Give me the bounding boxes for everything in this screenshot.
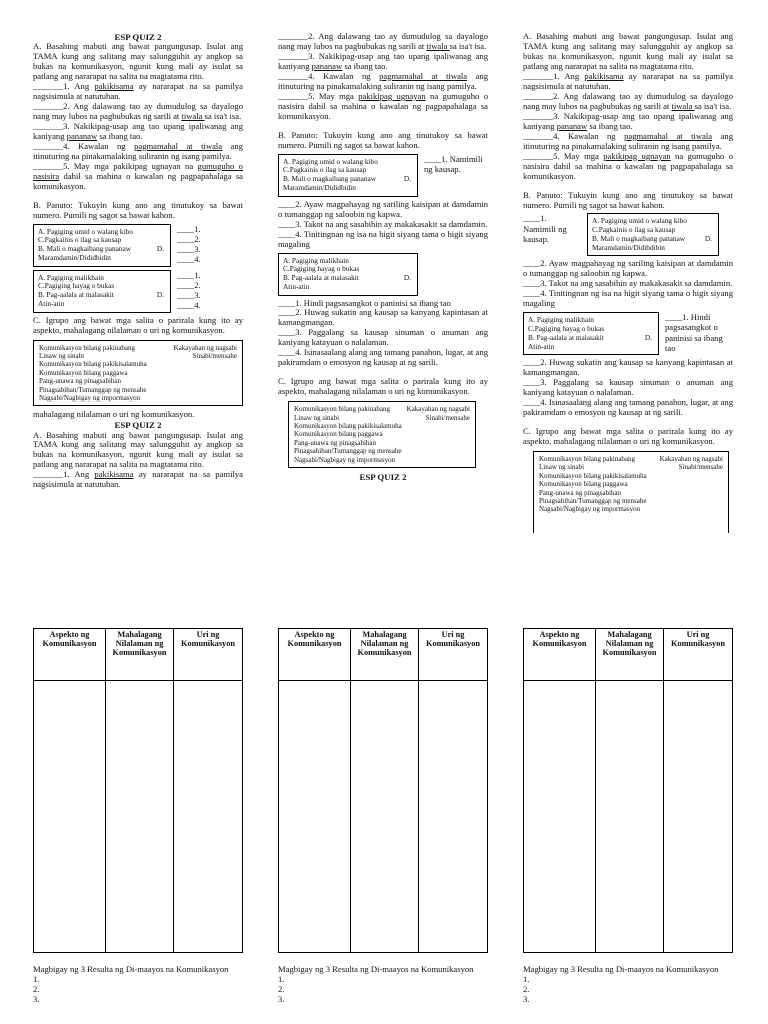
part-b-item-7-col3: ____3. Paggalang sa kausap sinuman o anuman ang kaniyang katayuan o nalalaman. bbox=[523, 377, 733, 398]
part-a-instruction-col3: A. Basahing mabuti ang bawat pangungusap. Isulat ang TAMA kung ang salitang may salungguhit ay angkop sa bukas na komunikasyon, ngunit kung mali ay isulat sa patlang ang nararapat na salita na magtatama rito. bbox=[523, 31, 733, 71]
part-a-item-1-repeat: _______1. Ang pakikisama ay nararapat na sa pamilya nagsisimula at natutuhan. bbox=[33, 469, 243, 490]
part-c-instruction-col3: C. Igrupo ang bawat mga salita o parirala kung ito ay aspekto, mahalagang nilalaman o uri ng komunikasyon. bbox=[523, 426, 733, 447]
part-a-instruction-repeat: A. Basahing mabuti ang bawat pangungusap. Isulat ang TAMA kung ang salitang may salungguhit ay angkop sa bukas na komunikasyon, ngunit kung mali ay isulat sa patlang ang nararapat na salita na magtatama rito. bbox=[33, 429, 243, 470]
part-b-instruction-col3: B. Panuto: Tukuyin kung ano ang tinutukoy sa bawat numero. Pumili ng sagot sa bawat kahon. bbox=[523, 189, 733, 210]
answer-cell-nilalaman[interactable] bbox=[106, 681, 174, 953]
part-a-item-2-col2: _______2. Ang dalawang tao ay dumudulog sa dayalogo nang may lubos na pagbubukas ng sarili at tiwala sa isa't isa. bbox=[278, 31, 488, 51]
part-b-item-3-col2: ____3. Takot na ang sasabihin ay makakasakit sa damdamin. bbox=[278, 218, 488, 229]
answer-cell-uri[interactable] bbox=[419, 681, 488, 953]
answer-table-1 bbox=[33, 628, 243, 953]
quiz-column-3 bbox=[523, 32, 733, 537]
header-aspekto: Aspekto ng Komunikasyon bbox=[524, 629, 596, 681]
answer-cell-aspekto[interactable] bbox=[524, 681, 596, 953]
result-line-3[interactable]: 3. bbox=[278, 994, 285, 1005]
part-b-item-3-col3: ____3. Takot na ang sasabihin ay makakasakit sa damdamin. bbox=[523, 278, 733, 289]
results-section-1 bbox=[33, 964, 263, 1005]
part-b-item-6-col2: ____2. Huwag sukatin ang kausap sa kanyang kapintasan at kamangmangan. bbox=[278, 307, 488, 328]
part-b-item-4-col2: ____4. Tinitingnan ng isa na higit siyang tama o higit siyang magaling bbox=[278, 228, 488, 249]
part-b-items-start-col2: ____1. Namimili ng kausap. bbox=[424, 153, 483, 174]
part-b-instruction-col2: B. Panuto: Tukuyin kung ano ang tinutukoy sa bawat numero. Pumili ng sagot sa bawat kahon. bbox=[278, 129, 488, 150]
header-uri: Uri ng Komunikasyon bbox=[419, 629, 488, 681]
answer-cell-uri[interactable] bbox=[664, 681, 733, 953]
blanks-list-1: ____1. ____2. ____3. ____4. bbox=[177, 223, 201, 265]
header-nilalaman: Mahalagang Nilalaman ng Komunikasyon bbox=[351, 629, 419, 681]
header-uri: Uri ng Komunikasyon bbox=[664, 629, 733, 681]
part-a-item-5: _______5. May mga pakikipag ugnayan na gumuguho o nasisira dahil sa mahina o kawalan ng pagpapahalaga sa komunikasyon. bbox=[33, 160, 243, 191]
result-line-2[interactable]: 2. bbox=[33, 984, 40, 995]
part-b-item-2-col3: ____2. Ayaw magpahayag ng sariling kaisipan at damdamin o tumanggap ng saloobin ng kapwa. bbox=[523, 258, 733, 279]
part-b-item-8-col2: ____4. Isinasaalang alang ang tamang panahon, lugar, at ang pakiramdam o emosyon ng kausap at ng sarili. bbox=[278, 347, 488, 368]
part-a-item-3-col3: _______3. Nakikipag-usap ang tao upang ipaliwanag ang kaniyang pananaw sa ibang tao. bbox=[523, 110, 733, 131]
part-b-items-start-col3: ____1. Namimili ng kausap. bbox=[523, 213, 567, 244]
choices-box-2-col3: A. Pagiging malikhain C.Pagiging hayag o bukas B. Pag-aalala at malasakit D. Atin-atin bbox=[523, 312, 659, 355]
result-line-2[interactable]: 2. bbox=[278, 984, 285, 995]
results-section-2 bbox=[278, 964, 508, 1005]
part-a-item-3-col2: _______3. Nakikipag-usap ang tao upang ipaliwanag ang kaniyang pananaw sa ibang tao. bbox=[278, 50, 488, 71]
part-c-instruction: C. Igrupo ang bawat mga salita o parirala kung ito ay aspekto, mahalagang nilalaman o uri ng komunikasyon. bbox=[33, 314, 243, 335]
part-b-item-8-col3: ____4. Isinasaalang alang ang tamang panahon, lugar, at ang pakiramdam o emosyon ng kausap at ng sarili. bbox=[523, 397, 733, 418]
part-b-item-7-col2: ____3. Paggalang sa kausap sinuman o anuman ang kaniyang katayuan o nalalaman. bbox=[278, 327, 488, 348]
choices-box-2: A. Pagiging malikhain C.Pagiging hayag o bukas B. Pag-aalala at malasakit D. Atin-atin bbox=[33, 270, 171, 313]
choices-box-2-col2: A. Pagiging malikhain C.Pagiging hayag o bukas B. Pag-aalala at malasakit D. Atin-atin bbox=[278, 253, 418, 296]
part-b-item-6-col3: ____2. Huwag sukatin ang kausap sa kanyang kapintasan at kamangmangan. bbox=[523, 357, 733, 378]
word-bank-box-col3: Komunikasyon bilang pakinabang Kakayahan ng nagsabi Linaw ng sinabi Sinabi/mensahe Komunikasyon bilang pakikisalamuha Komunikasyon bilang paggawa Pang-unawa ng pinagsabihan Pinagsabihan/Tumanggap ng mensahe Nagsabi/Nagbigay ng impormasyon bbox=[533, 451, 729, 533]
answer-cell-nilalaman[interactable] bbox=[596, 681, 664, 953]
header-aspekto: Aspekto ng Komunikasyon bbox=[279, 629, 351, 681]
answer-cell-aspekto[interactable] bbox=[34, 681, 106, 953]
header-nilalaman: Mahalagang Nilalaman ng Komunikasyon bbox=[106, 629, 174, 681]
answer-table-2 bbox=[278, 628, 488, 953]
part-a-item-4-col3: _______4. Kawalan ng pagmamahal at tiwala ang itinuturing na pinakamalaking suliranin ng isang pamilya. bbox=[523, 130, 733, 151]
part-a-item-2-col3: _______2. Ang dalawang tao ay dumudulog sa dayalogo nang may lubos na pagbubukas ng sarili at tiwala sa isa't isa. bbox=[523, 90, 733, 111]
part-a-item-1: _______1. Ang pakikisama ay nararapat na sa pamilya nagsisimula at natutuhan. bbox=[33, 81, 243, 102]
results-prompt: Magbigay ng 3 Resulta ng Di-maayos na Komunikasyon bbox=[278, 964, 474, 974]
part-b-item-2-col2: ____2. Ayaw magpahayag ng sariling kaisipan at damdamin o tumanggap ng saloobin ng kapwa. bbox=[278, 198, 488, 219]
quiz-title-repeat: ESP QUIZ 2 bbox=[114, 420, 162, 431]
result-line-3[interactable]: 3. bbox=[33, 994, 40, 1005]
header-uri: Uri ng Komunikasyon bbox=[174, 629, 243, 681]
quiz-column-2 bbox=[278, 32, 488, 482]
word-bank-box-col2: Komunikasyon bilang pakinabang Kakayahan ng nagsabi Linaw ng sinabi Sinabi/mensahe Komunikasyon bilang pakikisalamuha Komunikasyon bilang paggawa Pang-unawa ng pinagsabihan Pinagsabihan/Tumanggap ng mensahe Nagsabi/Nagbigay ng impormasyon bbox=[288, 401, 476, 468]
results-prompt: Magbigay ng 3 Resulta ng Di-maayos na Komunikasyon bbox=[523, 964, 719, 974]
results-section-3 bbox=[523, 964, 753, 1005]
quiz-title-col2: ESP QUIZ 2 bbox=[359, 471, 407, 482]
blanks-list-2: ____1. ____2. ____3. ____4. bbox=[177, 269, 201, 311]
part-b-item-5-col2: ____1. Hindi pagsasangkot o paninisi sa ibang tao bbox=[278, 297, 451, 308]
part-a-item-5-col2: _______5. May mga pakikipag ugnayan na gumuguho o nasisira dahil sa mahina o kawalan ng pagpapahalaga sa komunikasyon. bbox=[278, 90, 488, 121]
part-c-tail: mahalagang nilalaman o uri ng komunikasyon. bbox=[33, 409, 195, 420]
part-b-item-4-col3: ____4. Tinitingnan ng isa na higit siyang tama o higit siyang magaling bbox=[523, 288, 733, 309]
part-b-item-5-col3: ____1. Hindi pagsasangkot o paninisi sa ibang tao bbox=[665, 312, 723, 353]
choices-box-1-col2: A. Pagiging umid o walang kibo C.Pagkainis o ilag sa kausap B. Mali o magkaibang pananaw D. Maramdamin/Dididbidin bbox=[278, 154, 418, 197]
answer-cell-uri[interactable] bbox=[174, 681, 243, 953]
part-a-item-4-col2: _______4. Kawalan ng pagmamahal at tiwala ang itinuturing na pinakamalaking suliranin ng isang pamilya. bbox=[278, 70, 488, 91]
quiz-title: ESP QUIZ 2 bbox=[114, 32, 162, 42]
result-line-2[interactable]: 2. bbox=[523, 984, 530, 995]
part-b-instruction: B. Panuto: Tukuyin kung ano ang tinutukoy sa bawat numero. Pumili ng sagot sa bawat kahon. bbox=[33, 199, 243, 220]
choices-box-1: A. Pagiging umid o walang kibo C.Pagkainis o ilag sa kausap B. Mali o magkaibang pananaw D. Maramdamin/Dididbidin bbox=[33, 224, 171, 267]
answer-table-3 bbox=[523, 628, 733, 953]
part-c-instruction-col2: C. Igrupo ang bawat mga salita o parirala kung ito ay aspekto, mahalagang nilalaman o uri ng komunikasyon. bbox=[278, 376, 488, 397]
answer-cell-nilalaman[interactable] bbox=[351, 681, 419, 953]
header-nilalaman: Mahalagang Nilalaman ng Komunikasyon bbox=[596, 629, 664, 681]
part-a-item-4: _______4. Kawalan ng pagmamahal at tiwala ang itinuturing na pinakamalaking suliranin ng isang pamilya. bbox=[33, 140, 243, 161]
result-line-1[interactable]: 1. bbox=[278, 974, 285, 985]
answer-cell-aspekto[interactable] bbox=[279, 681, 351, 953]
part-a-instruction: A. Basahing mabuti ang bawat pangungusap. Isulat ang TAMA kung ang salitang may salungguhit ay angkop sa bukas na komunikasyon, ngunit kung mali ay isulat sa patlang ang nararapat na salita na magtatama rito. bbox=[33, 41, 243, 82]
part-a-item-3: _______3. Nakikipag-usap ang tao upang ipaliwanag ang kaniyang pananaw sa ibang tao. bbox=[33, 120, 243, 141]
result-line-1[interactable]: 1. bbox=[523, 974, 530, 985]
word-bank-box: Komunikasyon bilang pakinabang Kakayahan ng nagsabi Linaw ng sinabi Sinabi/mensahe Komunikasyon bilang pakikisalamuha Komunikasyon bilang paggawa Pang-unawa ng pinagsabihan Pinagsabihan/Tumanggap ng mensahe Nagsabi/Nagbigay ng impormasyon bbox=[33, 340, 243, 407]
part-a-item-1-col3: _______1. Ang pakikisama ay nararapat na sa pamilya nagsisimula at natutuhan. bbox=[523, 70, 733, 91]
header-aspekto: Aspekto ng Komunikasyon bbox=[34, 629, 106, 681]
part-a-item-5-col3: _______5. May mga pakikipag ugnayan na gumuguho o nasisira dahil sa mahina o kawalan ng pagpapahalaga sa komunikasyon. bbox=[523, 150, 733, 181]
results-prompt: Magbigay ng 3 Resulta ng Di-maayos na Komunikasyon bbox=[33, 964, 229, 974]
quiz-column-1 bbox=[33, 32, 243, 490]
result-line-1[interactable]: 1. bbox=[33, 974, 40, 985]
choices-box-1-col3: A. Pagiging umid o walang kibo C.Pagkainis o ilag sa kausap B. Mali o magkaibang pananaw D. Maramdamin/Didibdibin bbox=[587, 213, 719, 256]
part-a-item-2: _______2. Ang dalawang tao ay dumudulog sa dayalogo nang may lubos na pagbubukas ng sarili at tiwala sa isa't isa. bbox=[33, 101, 243, 121]
result-line-3[interactable]: 3. bbox=[523, 994, 530, 1005]
